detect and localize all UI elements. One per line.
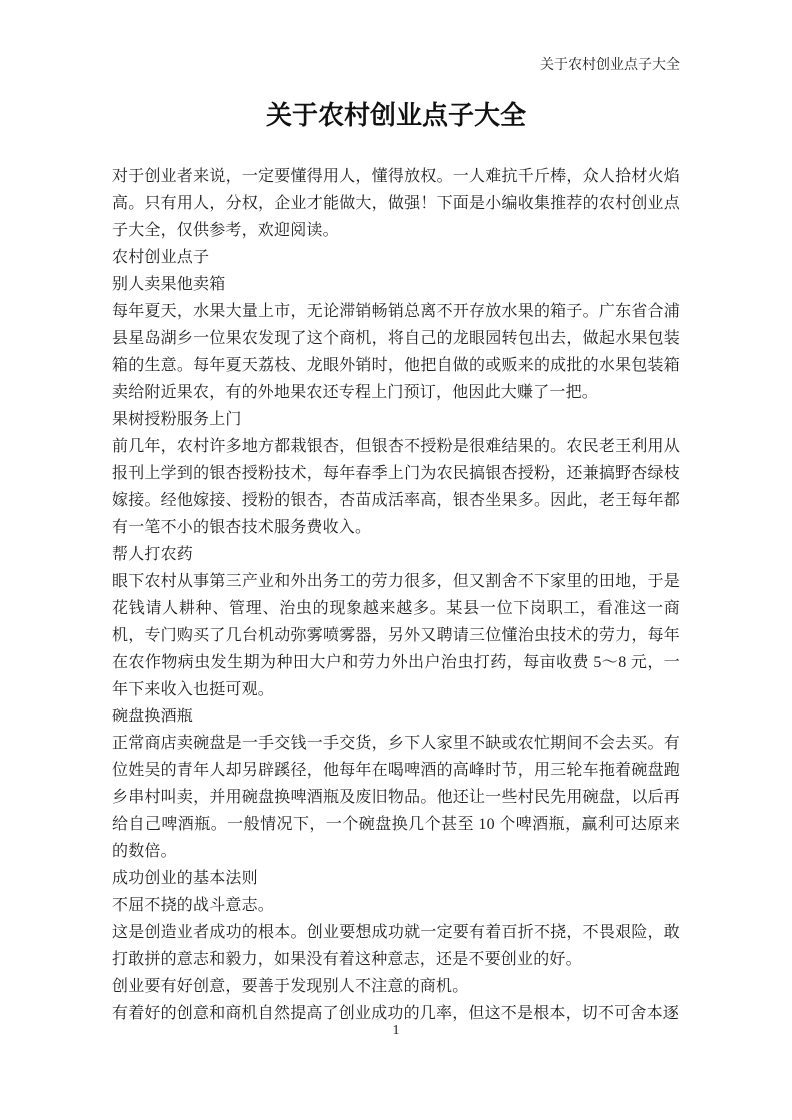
page-footer [0, 1022, 792, 1040]
section-heading: 成功创业的基本法则 [112, 870, 258, 887]
document-body [112, 0, 680, 1027]
section-heading: 农村创业点子 [112, 249, 210, 266]
paragraph-intro: 对于创业者来说，一定要懂得用人，懂得放权。一人难抗千斤棒，众人拾材火焰高。只有用人，分权，企业才能做大，做强！下面是小编收集推荐的农村创业点子大全，仅供参考，欢迎阅读。 [112, 168, 680, 239]
paragraph-truncated: 有着好的创意和商机自然提高了创业成功的几率，但这不是根本，切不可舍本逐 [112, 1005, 680, 1022]
paragraph: 这是创造业者成功的根本。创业要想成功就一定要有着百折不挠，不畏艰险，敢打敢拼的意志和毅力，如果没有着这种意志，还是不要创业的好。 [112, 924, 680, 968]
section-heading: 帮人打农药 [112, 546, 194, 563]
paragraph: 前几年，农村许多地方都栽银杏，但银杏不授粉是很难结果的。农民老王利用从报刊上学到的银杏授粉技术，每年春季上门为农民搞银杏授粉，还兼搞野杏绿枝嫁接。经他嫁接、授粉的银杏，杏苗成活率高，银杏坐果多。因此，老王每年都有一笔不小的银杏技术服务费收入。 [112, 438, 680, 536]
paragraph: 不屈不挠的战斗意志。 [112, 897, 275, 914]
section-heading: 别人卖果他卖箱 [112, 276, 226, 293]
paragraph: 正常商店卖碗盘是一手交钱一手交货，乡下人家里不缺或农忙期间不会去买。有位姓吴的青年人却另辟蹊径，他每年在喝啤酒的高峰时节，用三轮车拖着碗盘跑乡串村叫卖，并用碗盘换啤酒瓶及废旧物品。他还让一些村民先用碗盘，以后再给自己啤酒瓶。一般情况下，一个碗盘换几个甚至 10 个啤酒瓶，赢利可达原来的数倍。 [112, 735, 680, 860]
paragraph: 眼下农村从事第三产业和外出务工的劳力很多，但又割舍不下家里的田地，于是花钱请人耕种、管理、治虫的现象越来越多。某县一位下岗职工，看准这一商机，专门购买了几台机动弥雾喷雾器，另外又聘请三位懂治虫技术的劳力，每年在农作物病虫发生期为种田大户和劳力外出户治虫打药，每亩收费 5～8 元，一年下来收入也挺可观。 [112, 573, 680, 698]
header-title: 关于农村创业点子大全 [540, 58, 680, 73]
paragraph: 创业要有好创意，要善于发现别人不注意的商机。 [112, 978, 469, 995]
paragraph: 每年夏天，水果大量上市，无论滞销畅销总离不开存放水果的箱子。广东省合浦县星岛湖乡一位果农发现了这个商机，将自己的龙眼园转包出去，做起水果包装箱的生意。每年夏天荔枝、龙眼外销时，他把自做的或贩来的成批的水果包装箱卖给附近果农，有的外地果农还专程上门预订，他因此大赚了一把。 [112, 303, 680, 401]
document-title: 关于农村创业点子大全 [265, 101, 526, 130]
section-heading: 碗盘换酒瓶 [112, 708, 194, 725]
page-number: 1 [392, 1023, 400, 1038]
section-heading: 果树授粉服务上门 [112, 411, 242, 428]
